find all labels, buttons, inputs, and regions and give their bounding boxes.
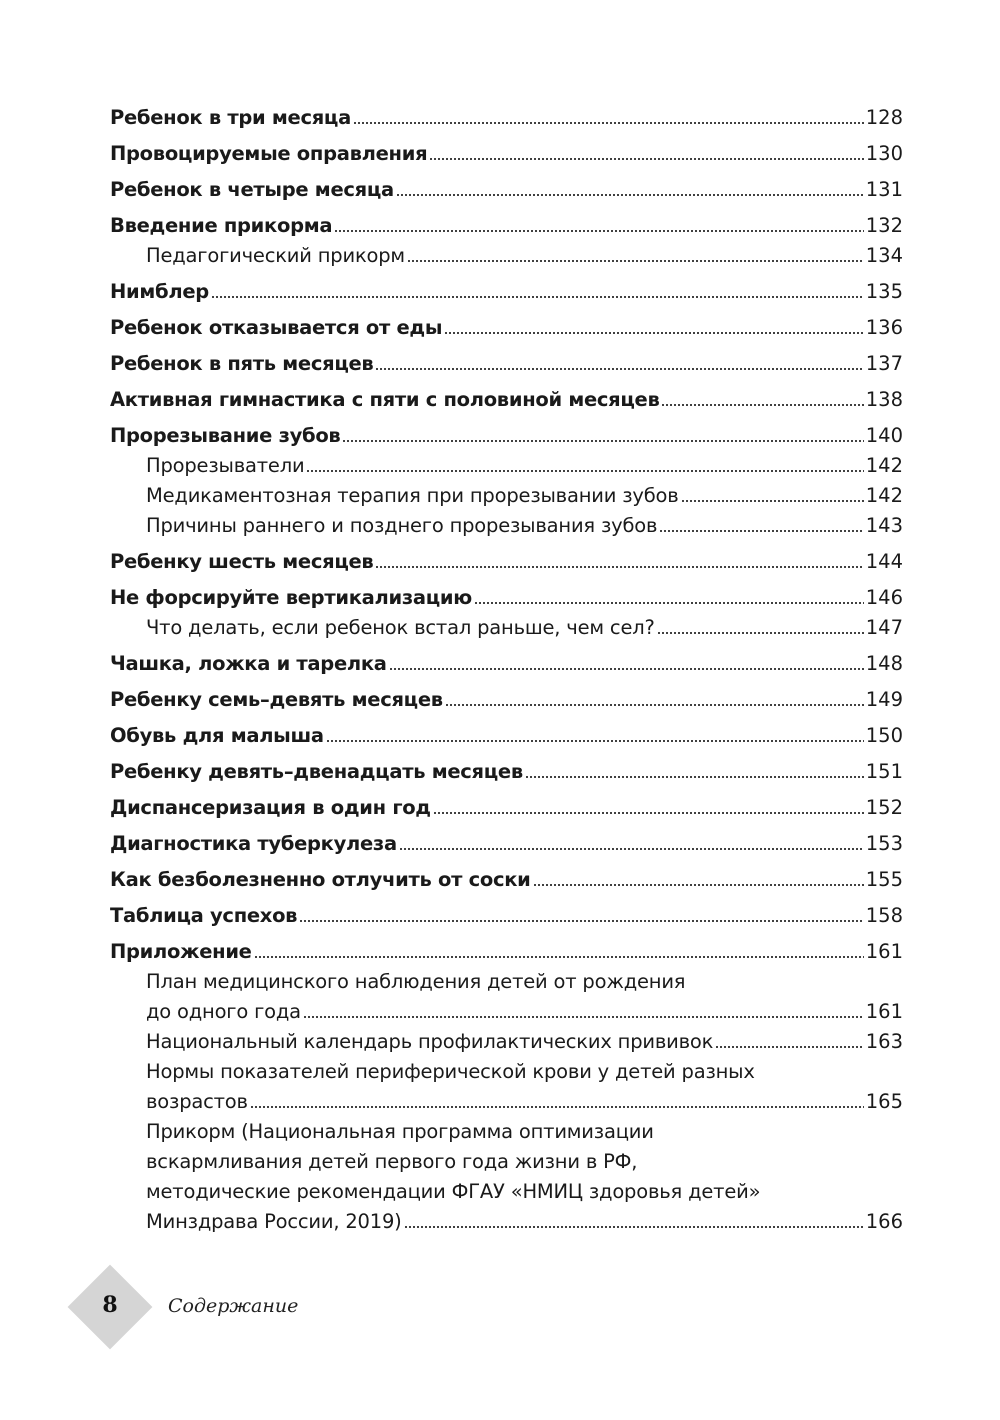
toc-entry[interactable] bbox=[110, 451, 903, 481]
dot-leader bbox=[299, 920, 864, 922]
toc-entry-page: 136 bbox=[865, 316, 903, 339]
dot-leader bbox=[715, 1046, 864, 1048]
toc-entry[interactable] bbox=[110, 349, 903, 379]
dot-leader bbox=[342, 440, 863, 442]
toc-entry-title: Провоцируемые оправления bbox=[110, 142, 428, 165]
toc-entry[interactable] bbox=[110, 547, 903, 577]
toc-entry[interactable] bbox=[110, 211, 903, 241]
running-footer-title: Содержание bbox=[168, 1295, 299, 1317]
toc-entry-title: Педагогический прикорм bbox=[146, 244, 405, 267]
dot-leader bbox=[303, 1016, 864, 1018]
dot-leader bbox=[444, 332, 864, 334]
toc-entry[interactable] bbox=[110, 937, 903, 967]
toc-entry[interactable] bbox=[110, 967, 903, 1027]
toc-entry-page: 161 bbox=[865, 1000, 903, 1023]
dot-leader bbox=[306, 470, 863, 472]
toc-entry-page: 137 bbox=[865, 352, 903, 375]
toc-entry-page: 135 bbox=[865, 280, 903, 303]
toc-entry-page: 142 bbox=[865, 454, 903, 477]
toc-entry[interactable] bbox=[110, 481, 903, 511]
page-number: 8 bbox=[102, 1292, 118, 1318]
toc-entry-title: возрастов bbox=[146, 1090, 248, 1113]
toc-entry-title: Ребенку девять–двенадцать месяцев bbox=[110, 760, 523, 783]
toc-entry-page: 153 bbox=[865, 832, 903, 855]
toc-entry-title: Ребенок отказывается от еды bbox=[110, 316, 443, 339]
toc-entry-title-line: методические рекомендации ФГАУ «НМИЦ здоровья детей» bbox=[146, 1180, 761, 1203]
toc-entry-title: Медикаментозная терапия при прорезывании зубов bbox=[146, 484, 679, 507]
toc-entry[interactable] bbox=[110, 757, 903, 787]
toc-entry-title: Введение прикорма bbox=[110, 214, 333, 237]
toc-entry[interactable] bbox=[110, 385, 903, 415]
dot-leader bbox=[353, 122, 864, 124]
toc-entry-title: Минздрава России, 2019) bbox=[146, 1210, 402, 1233]
dot-leader bbox=[375, 566, 863, 568]
toc-entry-page: 131 bbox=[865, 178, 903, 201]
dot-leader bbox=[254, 956, 864, 958]
toc-entry[interactable] bbox=[110, 1117, 903, 1237]
toc-entry-title: Чашка, ложка и тарелка bbox=[110, 652, 387, 675]
toc-entry[interactable] bbox=[110, 865, 903, 895]
toc-entry-title: Ребенок в три месяца bbox=[110, 106, 351, 129]
toc-entry-title: Что делать, если ребенок встал раньше, чем сел? bbox=[146, 616, 655, 639]
dot-leader bbox=[407, 260, 864, 262]
dot-leader bbox=[661, 404, 863, 406]
toc-entry[interactable] bbox=[110, 139, 903, 169]
dot-leader bbox=[399, 848, 864, 850]
toc-entry-page: 152 bbox=[865, 796, 903, 819]
toc-entry-page: 148 bbox=[865, 652, 903, 675]
dot-leader bbox=[250, 1106, 864, 1108]
toc-entry-title: до одного года bbox=[146, 1000, 301, 1023]
toc-entry-page: 146 bbox=[865, 586, 903, 609]
toc-entry-page: 161 bbox=[865, 940, 903, 963]
toc-entry-title: Таблица успехов bbox=[110, 904, 298, 927]
toc-entry-title: Нимблер bbox=[110, 280, 209, 303]
dot-leader bbox=[211, 296, 864, 298]
toc-entry-title: Национальный календарь профилактических прививок bbox=[146, 1030, 714, 1053]
toc-entry[interactable] bbox=[110, 511, 903, 541]
toc-entry-page: 134 bbox=[865, 244, 903, 267]
toc-entry[interactable] bbox=[110, 685, 903, 715]
toc-entry-page: 138 bbox=[865, 388, 903, 411]
toc-entry-page: 128 bbox=[865, 106, 903, 129]
dot-leader bbox=[326, 740, 864, 742]
toc-entry-title: Ребенку семь–девять месяцев bbox=[110, 688, 443, 711]
dot-leader bbox=[657, 632, 864, 634]
toc-entry-title-line: Нормы показателей периферической крови у детей разных bbox=[146, 1060, 755, 1083]
toc-entry-page: 166 bbox=[865, 1210, 903, 1233]
toc-entry-page: 130 bbox=[865, 142, 903, 165]
toc-entry-page: 163 bbox=[865, 1030, 903, 1053]
toc-entry[interactable] bbox=[110, 829, 903, 859]
toc-entry-page: 149 bbox=[865, 688, 903, 711]
toc-entry-title: Прорезывание зубов bbox=[110, 424, 341, 447]
toc-entry-page: 150 bbox=[865, 724, 903, 747]
toc-entry-title: Причины раннего и позднего прорезывания зубов bbox=[146, 514, 658, 537]
toc-entry[interactable] bbox=[110, 103, 903, 133]
toc-entry-title: Активная гимнастика с пяти с половиной месяцев bbox=[110, 388, 660, 411]
toc-entry-page: 142 bbox=[865, 484, 903, 507]
dot-leader bbox=[533, 884, 864, 886]
toc-entry-title: Как безболезненно отлучить от соски bbox=[110, 868, 531, 891]
dot-leader bbox=[525, 776, 864, 778]
toc-entry[interactable] bbox=[110, 583, 903, 613]
toc-entry-title: Ребенок в четыре месяца bbox=[110, 178, 394, 201]
toc-entry[interactable] bbox=[110, 901, 903, 931]
dot-leader bbox=[404, 1226, 864, 1228]
toc-entry-title: Не форсируйте вертикализацию bbox=[110, 586, 472, 609]
dot-leader bbox=[445, 704, 864, 706]
toc-entry-page: 158 bbox=[865, 904, 903, 927]
toc-entry-title: Прорезыватели bbox=[146, 454, 305, 477]
toc-entry[interactable] bbox=[110, 1057, 903, 1117]
table-of-contents bbox=[110, 97, 903, 1237]
toc-entry-title: Ребенку шесть месяцев bbox=[110, 550, 374, 573]
dot-leader bbox=[681, 500, 864, 502]
toc-entry-title: Обувь для малыша bbox=[110, 724, 324, 747]
toc-entry[interactable] bbox=[110, 613, 903, 643]
toc-entry-page: 143 bbox=[865, 514, 903, 537]
toc-entry-page: 155 bbox=[865, 868, 903, 891]
toc-entry-title: Диспансеризация в один год bbox=[110, 796, 431, 819]
toc-entry-title-line: Прикорм (Национальная программа оптимизации bbox=[146, 1120, 654, 1143]
toc-entry-title: Диагностика туберкулеза bbox=[110, 832, 397, 855]
toc-entry-page: 147 bbox=[865, 616, 903, 639]
toc-entry-title-line: вскармливания детей первого года жизни в РФ, bbox=[146, 1150, 638, 1173]
dot-leader bbox=[396, 194, 864, 196]
toc-entry-page: 165 bbox=[865, 1090, 903, 1113]
toc-entry[interactable] bbox=[110, 175, 903, 205]
toc-entry-page: 144 bbox=[865, 550, 903, 573]
dot-leader bbox=[375, 368, 863, 370]
toc-entry-page: 132 bbox=[865, 214, 903, 237]
toc-entry[interactable] bbox=[110, 241, 903, 271]
dot-leader bbox=[474, 602, 864, 604]
dot-leader bbox=[334, 230, 864, 232]
toc-entry-title: Приложение bbox=[110, 940, 252, 963]
dot-leader bbox=[433, 812, 864, 814]
toc-entry[interactable] bbox=[110, 421, 903, 451]
dot-leader bbox=[659, 530, 863, 532]
dot-leader bbox=[389, 668, 864, 670]
toc-entry[interactable] bbox=[110, 277, 903, 307]
toc-entry-page: 151 bbox=[865, 760, 903, 783]
toc-entry-page: 140 bbox=[865, 424, 903, 447]
toc-entry[interactable] bbox=[110, 649, 903, 679]
toc-entry-title-line: План медицинского наблюдения детей от рождения bbox=[146, 970, 686, 993]
toc-entry[interactable] bbox=[110, 793, 903, 823]
toc-entry[interactable] bbox=[110, 721, 903, 751]
toc-entry[interactable] bbox=[110, 313, 903, 343]
toc-entry[interactable] bbox=[110, 1027, 903, 1057]
toc-entry-title: Ребенок в пять месяцев bbox=[110, 352, 374, 375]
dot-leader bbox=[429, 158, 863, 160]
